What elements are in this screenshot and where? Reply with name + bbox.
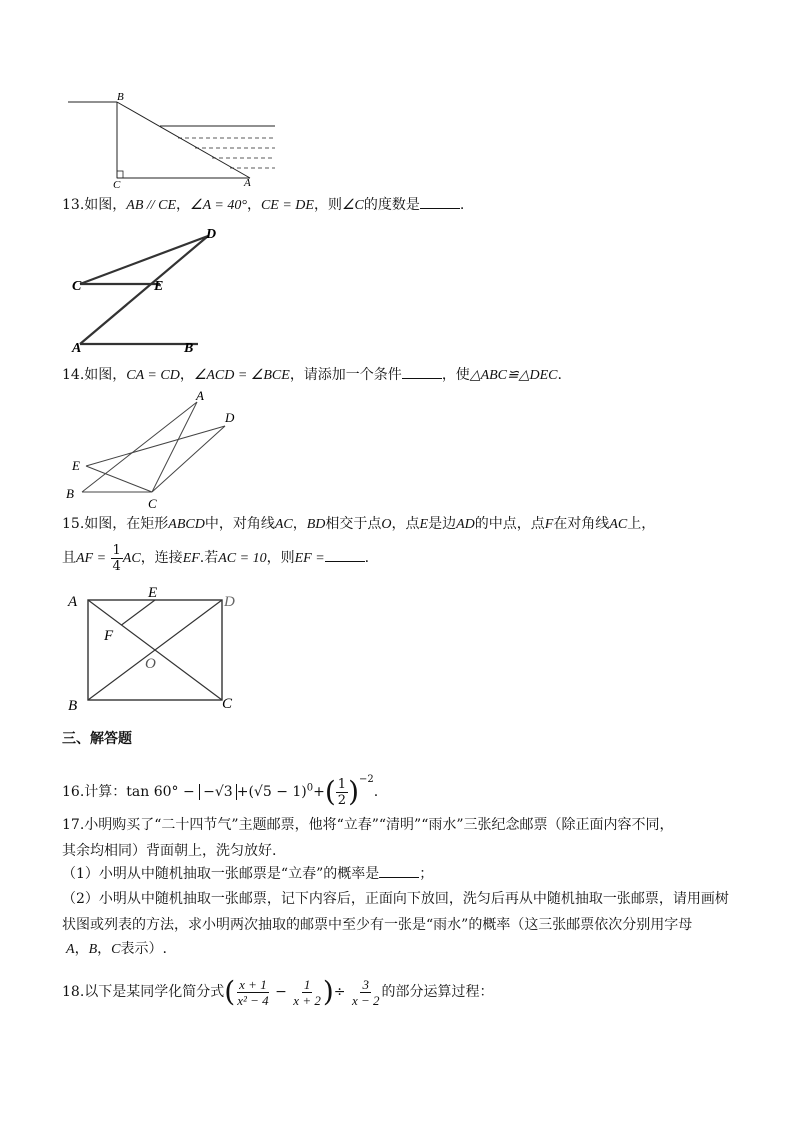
answer-blank-17 <box>379 863 419 878</box>
label-b: B <box>66 486 74 501</box>
question-15-line1: 15.如图，在矩形ABCD中，对角线AC，BD相交于点O，点E是边AD的中点，点F在对角线AC上， <box>62 516 656 532</box>
q16-abs: −√3 <box>199 784 237 800</box>
label-d: D <box>224 594 235 610</box>
q13-cond1: AB // CE <box>126 198 177 213</box>
label-b: B <box>117 91 124 103</box>
q13-target: ∠C <box>341 198 364 213</box>
fraction-2: $\frac{1}{x + 2}$ <box>293 976 321 1008</box>
label-e: E <box>154 279 164 294</box>
q16-tan: tan 60° − <box>126 784 195 800</box>
answer-blank-14 <box>402 364 442 379</box>
question-17-part2-line1: （2）小明从中随机抽取一张邮票，记下内容后，正面向下放回，洗匀后再从中随机抽取一张邮票，请用画树 <box>62 891 729 907</box>
q13-number: 13. <box>62 197 85 213</box>
label-a: A <box>196 388 204 403</box>
label-f: F <box>104 628 114 644</box>
label-d: D <box>206 227 217 242</box>
q14-cond1: CA = CD <box>126 368 180 383</box>
q13-cond3: CE = DE <box>260 198 314 213</box>
q13-prefix: 如图， <box>84 197 127 213</box>
label-b: B <box>184 341 194 356</box>
fraction-one-half: $\frac{1}{2}$ <box>337 776 347 808</box>
q14-goal: △ABC≌△DEC <box>469 368 558 383</box>
question-16: 16.计算：$\tan 60^\circ - -√3 +(√5 - 1)^0+$( $\frac{1}{2}$ )$^{-2}$. <box>62 774 379 808</box>
label-a: A <box>244 177 251 189</box>
label-c: C <box>222 696 233 712</box>
label-c: C <box>113 179 121 190</box>
question-15-line2: 且AF = $\frac{1}{4}$ AC，连接EF.若AC = 10，则EF = . <box>62 542 370 574</box>
question-17-part1: （1）小明从中随机抽取一张邮票是“立春”的概率是 ； <box>62 863 433 884</box>
question-18: 18.以下是某同学化简分式( $\frac{x + 1}{\text{x² − 4}}$ − $\frac{1}{x + 2}$ )÷ $\frac{3}{x - 2}$ 的部分运算过程： <box>62 975 494 1008</box>
label-a: A <box>72 341 82 356</box>
question-17-line2: 其余均相同）背面朝上，洗匀放好. <box>62 843 277 859</box>
question-17-part2-line3: A，B，C表示）. <box>66 941 167 957</box>
label-d: D <box>225 410 235 425</box>
figure-q14 <box>60 388 250 512</box>
answer-blank-15 <box>325 547 365 562</box>
answer-blank-13 <box>420 194 460 209</box>
q14-cond2: ∠ACD = ∠BCE <box>193 368 290 383</box>
label-o: O <box>145 656 156 672</box>
section-heading-answer-questions: 三、解答题 <box>62 731 132 747</box>
question-17-part2-line2: 状图或列表的方法，求小明两次抽取的邮票中至少有一张是“雨水”的概率（这三张邮票依次分别用字母 <box>62 917 693 933</box>
question-17-line1: 17.小明购买了“二十四节气”主题邮票，他将“立春”“清明”“雨水”三张纪念邮票（除正面内容不同， <box>62 817 674 833</box>
figure-q13 <box>66 222 226 356</box>
q13-cond2: ∠A = 40° <box>190 198 247 213</box>
fraction-one-quarter: $\frac{1}{4}$ <box>112 542 121 574</box>
fraction-3: $\frac{3}{x - 2}$ <box>351 976 380 1008</box>
question-13: 13.如图，AB // CE，∠A = 40°，CE = DE，则∠C的度数是 . <box>62 194 464 216</box>
label-e: E <box>148 585 158 601</box>
fraction-1: $\frac{x + 1}{\text{x² − 4}}$ <box>237 976 269 1008</box>
question-14: 14.如图，CA = CD，∠ACD = ∠BCE，请添加一个条件 ，使△ABC≌△DEC. <box>62 364 562 386</box>
figure-q12 <box>60 88 280 190</box>
label-c: C <box>148 496 157 511</box>
figure-q15 <box>62 584 252 714</box>
label-c: C <box>72 279 82 294</box>
label-e: E <box>72 458 80 473</box>
label-a: A <box>68 594 78 610</box>
q16-paren: (√5 − 1) <box>248 784 307 800</box>
label-b: B <box>68 698 78 714</box>
